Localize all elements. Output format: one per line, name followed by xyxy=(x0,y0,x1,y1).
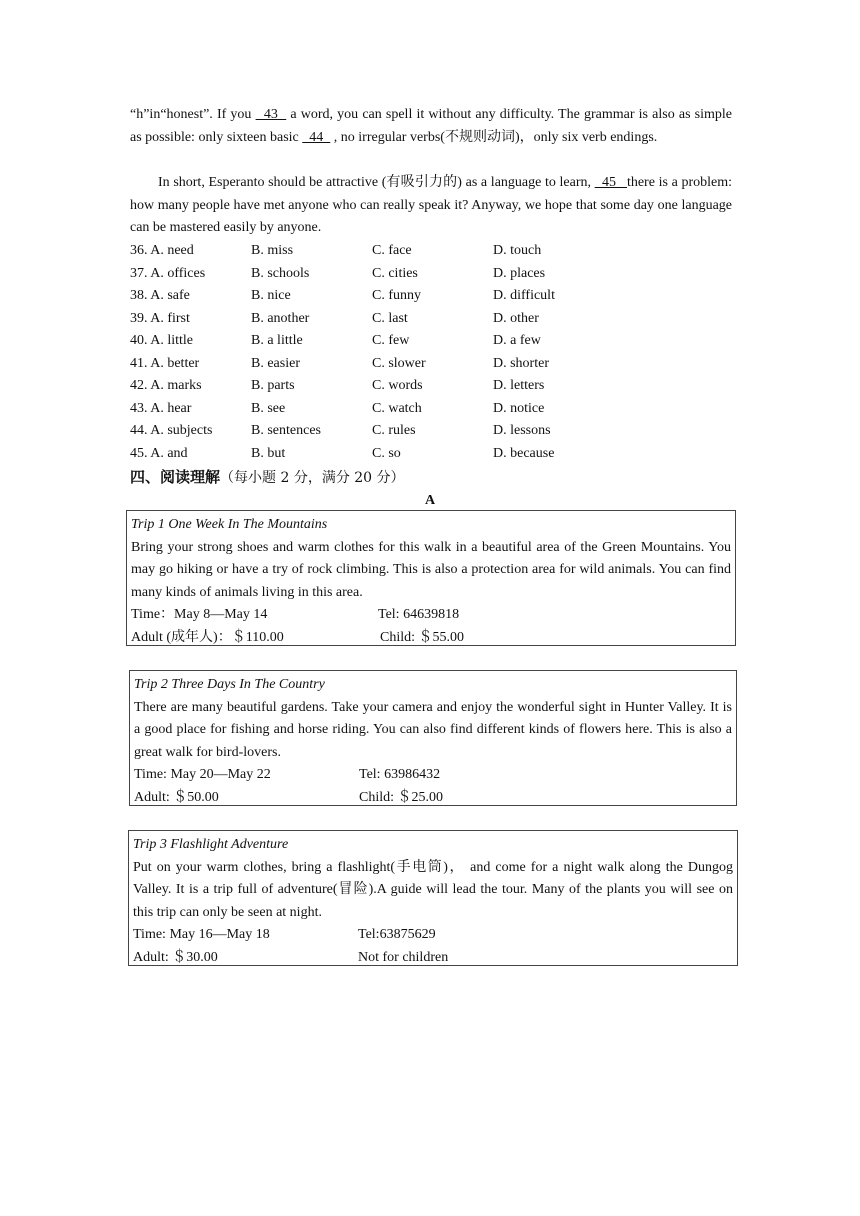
option-d: D. lessons xyxy=(493,423,551,438)
trip-tel: Tel: 64639818 xyxy=(378,607,460,622)
option-a: 45. A. and xyxy=(130,445,188,461)
trip-card-2 xyxy=(129,670,737,806)
option-b: B. but xyxy=(251,445,286,461)
option-b: B. sentences xyxy=(251,423,321,438)
cloze-paragraph-2 xyxy=(130,172,732,240)
trip-card-3 xyxy=(128,830,738,966)
trip-time: Time: May 20—May 22 xyxy=(134,767,271,782)
trip-child-note: Not for children xyxy=(358,949,449,965)
trip-description: There are many beautiful gardens. Take your camera and enjoy the wonderful sight in Hunter Valley. It is a good place for fishing and horse riding. You can also find different kinds of flowers here. This is also a great walk for bird-lovers. xyxy=(134,699,732,760)
option-d: D. places xyxy=(493,265,546,281)
option-d: D. shorter xyxy=(493,355,549,371)
trip-time-row xyxy=(133,924,733,947)
trip-child-price: Child: ＄25.00 xyxy=(359,789,444,805)
trip-title: Trip 2 Three Days In The Country xyxy=(134,677,325,692)
paragraph-text: there is a problem: how many people have met anyone who can really speak it? Anyway, we hope that some day one language can be mastered easily by anyone. xyxy=(130,175,732,235)
trip-time: Time: May 16—May 18 xyxy=(133,927,270,942)
paragraph-text: In short, Esperanto should be attractive (有吸引力的) as a language to learn, xyxy=(158,175,595,190)
trip-time: Time：May 8—May 14 xyxy=(131,607,268,622)
option-d: D. a few xyxy=(493,333,541,348)
paragraph-text: “h”in“honest”. If you xyxy=(130,107,256,122)
option-row xyxy=(130,308,732,331)
option-d: D. other xyxy=(493,310,539,326)
option-c: C. cities xyxy=(372,265,418,281)
option-d: D. because xyxy=(493,445,555,461)
trip-tel: Tel: 63986432 xyxy=(359,767,441,782)
trip-time-row xyxy=(131,604,731,627)
trip-price-row xyxy=(131,627,731,650)
option-row xyxy=(130,330,732,353)
option-c: C. last xyxy=(372,310,408,326)
option-row xyxy=(130,420,732,443)
blank-44: 44 xyxy=(302,129,331,145)
paragraph-text: , no irregular verbs(不规则动词)，only six verb endings. xyxy=(330,129,658,145)
blank-45: 45 xyxy=(594,175,627,190)
option-a: 42. A. marks xyxy=(130,378,202,393)
section-title: 四、阅读理解 xyxy=(130,468,221,486)
trip-adult-price: Adult (成年人)：＄110.00 xyxy=(131,629,284,645)
option-c: C. face xyxy=(372,243,412,258)
option-row xyxy=(130,375,732,398)
option-row xyxy=(130,263,732,286)
option-b: B. schools xyxy=(251,265,310,281)
section-heading xyxy=(130,466,405,489)
option-row xyxy=(130,353,732,376)
option-row xyxy=(130,398,732,421)
option-b: B. see xyxy=(251,400,286,416)
option-row xyxy=(130,240,732,263)
option-row xyxy=(130,285,732,308)
option-a: 38. A. safe xyxy=(130,288,190,303)
option-c: C. watch xyxy=(372,400,422,416)
option-b: B. parts xyxy=(251,378,295,393)
option-a: 44. A. subjects xyxy=(130,423,213,438)
part-label: A xyxy=(424,493,436,508)
option-d: D. difficult xyxy=(493,288,555,303)
option-a: 36. A. need xyxy=(130,243,194,258)
trip-price-row xyxy=(134,787,732,810)
trip-title: Trip 1 One Week In The Mountains xyxy=(131,517,328,532)
trip-adult-price: Adult: ＄50.00 xyxy=(134,789,219,805)
section-score-note: （每小题 2 分，满分 20 分） xyxy=(220,470,405,486)
trip-description: Put on your warm clothes, bring a flashlight(手电筒)， and come for a night walk along the Dungog Valley. It is a trip full of adventure(冒险).A guide will lead the tour. Many of the plants you will see on this trip can only be seen at night. xyxy=(133,859,733,920)
option-b: B. a little xyxy=(251,333,303,348)
option-c: C. few xyxy=(372,333,410,348)
option-a: 41. A. better xyxy=(130,355,200,371)
trip-card-1 xyxy=(126,510,736,646)
option-d: D. letters xyxy=(493,378,545,393)
option-a: 43. A. hear xyxy=(130,400,192,416)
trip-price-row xyxy=(133,947,733,970)
option-c: C. slower xyxy=(372,355,426,371)
trip-title: Trip 3 Flashlight Adventure xyxy=(133,837,289,852)
option-b: B. another xyxy=(251,310,310,326)
option-d: D. notice xyxy=(493,400,545,416)
option-b: B. miss xyxy=(251,243,294,258)
option-b: B. nice xyxy=(251,288,291,303)
option-a: 39. A. first xyxy=(130,310,190,326)
option-d: D. touch xyxy=(493,243,542,258)
trip-child-price: Child: ＄55.00 xyxy=(380,629,465,645)
option-a: 37. A. offices xyxy=(130,265,206,281)
option-row xyxy=(130,443,732,466)
option-a: 40. A. little xyxy=(130,333,193,348)
option-b: B. easier xyxy=(251,355,300,371)
trip-time-row xyxy=(134,764,732,787)
option-c: C. words xyxy=(372,378,423,393)
option-c: C. rules xyxy=(372,423,416,438)
option-c: C. so xyxy=(372,445,401,461)
paragraph-text: a word, you can spell it without any difficulty. The grammar is also as simple as possible: only sixteen basic xyxy=(130,107,733,145)
option-c: C. funny xyxy=(372,288,421,303)
answer-options xyxy=(130,240,732,465)
trip-tel: Tel:63875629 xyxy=(358,927,436,942)
trip-description: Bring your strong shoes and warm clothes for this walk in a beautiful area of the Green Mountains. You may go hiking or have a try of rock climbing. This is also a protection area for wild animals. You can find many kinds of animals living in this area. xyxy=(131,539,731,600)
trip-adult-price: Adult: ＄30.00 xyxy=(133,949,218,965)
blank-43: 43 xyxy=(255,107,287,122)
cloze-paragraph-1 xyxy=(130,104,732,149)
